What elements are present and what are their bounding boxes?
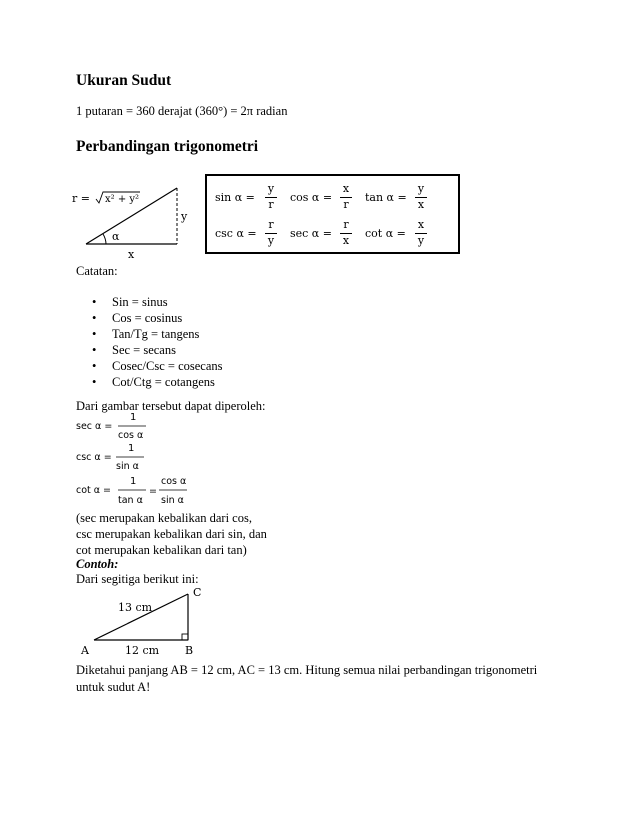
cot-equals: =: [149, 486, 157, 497]
cot-denominator-1: tan α: [118, 495, 143, 506]
vertex-b-label: B: [185, 644, 194, 657]
ratio-numerator: y: [417, 182, 425, 195]
derivation-explain-line-1: (sec merupakan kebalikan dari cos,: [76, 511, 252, 525]
ratio-cell: [290, 182, 364, 214]
ratio-cell: [215, 218, 289, 250]
cot-lhs: cot α =: [76, 485, 112, 496]
adjacent-label: x: [128, 248, 135, 261]
bullet-icon: •: [92, 327, 97, 341]
ratio-name: sec α =: [290, 227, 332, 240]
derivation-intro: Dari gambar tersebut dapat diperoleh:: [76, 399, 266, 413]
example-intro: Dari segitiga berikut ini:: [76, 572, 199, 586]
question-line-1: Diketahui panjang AB = 12 cm, AC = 13 cm. Hitung semua nilai perbandingan trigonometri: [76, 663, 538, 677]
ratio-numerator: r: [343, 218, 349, 231]
angle-conversion-text: 1 putaran = 360 derajat (360°) = 2π radian: [76, 104, 288, 118]
csc-lhs: csc α =: [76, 452, 112, 463]
ratio-name: sin α =: [215, 191, 255, 204]
example-triangle-figure: [78, 585, 218, 660]
ratio-cell: [365, 182, 439, 214]
sec-numerator: 1: [130, 412, 137, 423]
question-line-2: untuk sudut A!: [76, 680, 151, 694]
hyp-length-label: 13 cm: [118, 601, 153, 614]
ratio-numerator: x: [342, 182, 350, 195]
derivation-explain-line-2: csc merupakan kebalikan dari sin, dan: [76, 527, 267, 541]
ratio-cell: [290, 218, 364, 250]
ratio-numerator: y: [267, 182, 275, 195]
csc-denominator: sin α: [116, 461, 139, 472]
base-length-label: 12 cm: [125, 644, 160, 657]
ratio-denominator: x: [417, 198, 425, 211]
notes-label: Catatan:: [76, 264, 118, 278]
ratio-name: tan α =: [365, 191, 407, 204]
heading-ukuran-sudut: Ukuran Sudut: [76, 72, 172, 89]
hyp-label-radicand: x² + y²: [105, 194, 140, 205]
ratio-denominator: x: [342, 234, 350, 247]
ratio-cell: [215, 182, 289, 214]
opposite-label: y: [181, 210, 188, 223]
sec-denominator: cos α: [118, 430, 144, 441]
trig-ratio-box: [205, 174, 460, 254]
heading-perbandingan-trigonometri: Perbandingan trigonometri: [76, 138, 259, 155]
cot-denominator-2: sin α: [161, 495, 184, 506]
ratio-name: csc α =: [215, 227, 257, 240]
bullet-icon: •: [92, 375, 97, 389]
cot-numerator-1: 1: [130, 476, 137, 487]
cot-numerator-2: cos α: [161, 476, 187, 487]
ratio-name: cos α =: [290, 191, 333, 204]
ratio-denominator: y: [267, 234, 275, 247]
bullet-icon: •: [92, 295, 97, 309]
bullet-icon: •: [92, 311, 97, 325]
bullet-icon: •: [92, 343, 97, 357]
ratio-name: cot α =: [365, 227, 406, 240]
bullet-icon: •: [92, 359, 97, 373]
csc-numerator: 1: [128, 443, 135, 454]
vertex-c-label: C: [193, 586, 202, 599]
hyp-label-prefix: r =: [72, 192, 90, 205]
vertex-a-label: A: [81, 644, 89, 657]
ratio-denominator: r: [343, 198, 349, 211]
ratio-denominator: r: [268, 198, 274, 211]
ratio-denominator: y: [417, 234, 425, 247]
angle-label: α: [112, 230, 120, 243]
ratio-numerator: x: [417, 218, 425, 231]
example-label: Contoh:: [76, 557, 119, 571]
ratio-numerator: r: [268, 218, 274, 231]
sec-lhs: sec α =: [76, 421, 113, 432]
derivation-explain-line-3: cot merupakan kebalikan dari tan): [76, 543, 247, 557]
ratio-cell: [365, 218, 439, 250]
right-triangle-figure: [72, 172, 194, 262]
derivation-formulas: [76, 412, 276, 512]
